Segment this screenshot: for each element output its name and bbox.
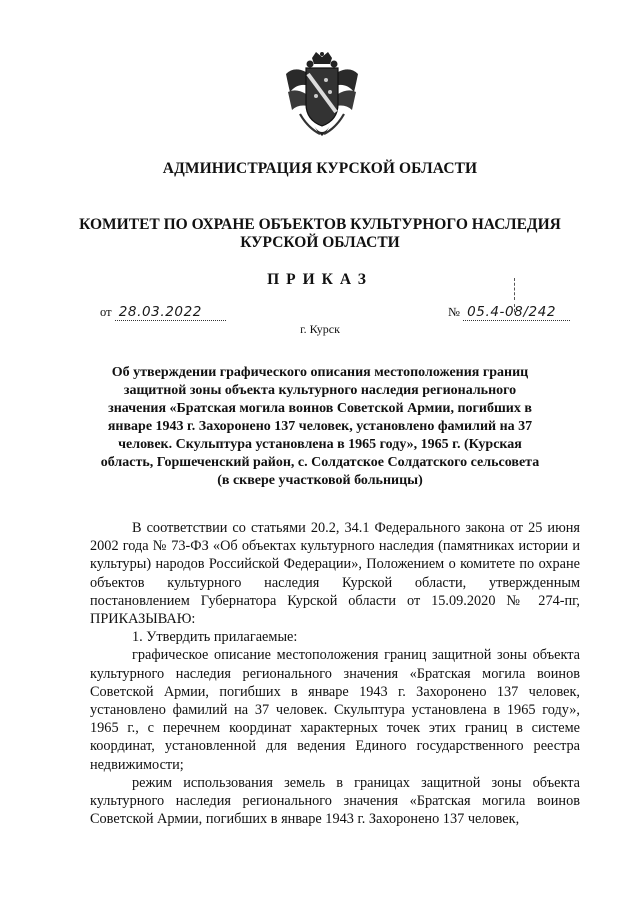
- document-type: ПРИКАЗ: [267, 271, 373, 288]
- order-body: [90, 519, 580, 828]
- order-subject: Об утверждении графического описания местоположения границ защитной зоны объекта культурного наследия регионального значения «Братская могила воинов Советской Армии, погибших в январе 1943 г. Захоронено 137 человек, установлено фамилий на 37 человек. Скульптура установлена в 1965 году», 1965 г. (Курская область, Горшеченский район, с. Солдатское Солдатского сельсовета (в сквере участковой больницы): [100, 365, 540, 488]
- date-field: [100, 304, 226, 321]
- preamble-paragraph: В соответствии со статьями 20.2, 34.1 Федерального закона от 25 июня 2002 года № 73-ФЗ «Об объектах культурного наследия (памятниках истории и культуры) народов Российской Федерации», Положением о комитете по охране объектов культурного наследия Курской области, утвержденным постановлением Губернатора Курской области от 15.09.2020 № 274-пг, ПРИКАЗЫВАЮ:: [90, 520, 580, 628]
- kursk-coat-of-arms-icon: [284, 52, 360, 140]
- handwritten-date: 28.03.2022: [115, 304, 226, 321]
- number-label: №: [448, 305, 460, 319]
- item-1-paragraph: 1. Утвердить прилагаемые:: [132, 629, 298, 646]
- committee-heading-line2: КУРСКОЙ ОБЛАСТИ: [240, 234, 400, 251]
- committee-heading-line1: КОМИТЕТ ПО ОХРАНЕ ОБЪЕКТОВ КУЛЬТУРНОГО НАСЛЕДИЯ: [79, 216, 561, 233]
- handwritten-number: 05.4-08/242: [463, 304, 570, 321]
- date-label: от: [100, 305, 112, 319]
- city-line: г. Курск: [300, 322, 340, 336]
- graphic-description-paragraph: графическое описание местоположения границ защитной зоны объекта культурного наследия регионального значения «Братская могила воинов Советской Армии, погибших в январе 1943 г. Захоронено 137 человек, установлено фамилий на 37 человек. Скульптура установлена в 1965 году», 1965 г., с перечнем координат характерных точек этих границ в системе координат, установленной для ведения Единого государственного реестра недвижимости;: [90, 647, 580, 773]
- land-use-regime-paragraph: режим использования земель в границах защитной зоны объекта культурного наследия регионального значения «Братская могила воинов Советской Армии, погибших в январе 1943 г. Захоронено 137 человек,: [90, 774, 580, 828]
- authority-heading: АДМИНИСТРАЦИЯ КУРСКОЙ ОБЛАСТИ: [162, 160, 478, 177]
- number-field: [448, 304, 570, 321]
- committee-heading: [60, 216, 580, 252]
- margin-mark: [514, 278, 516, 300]
